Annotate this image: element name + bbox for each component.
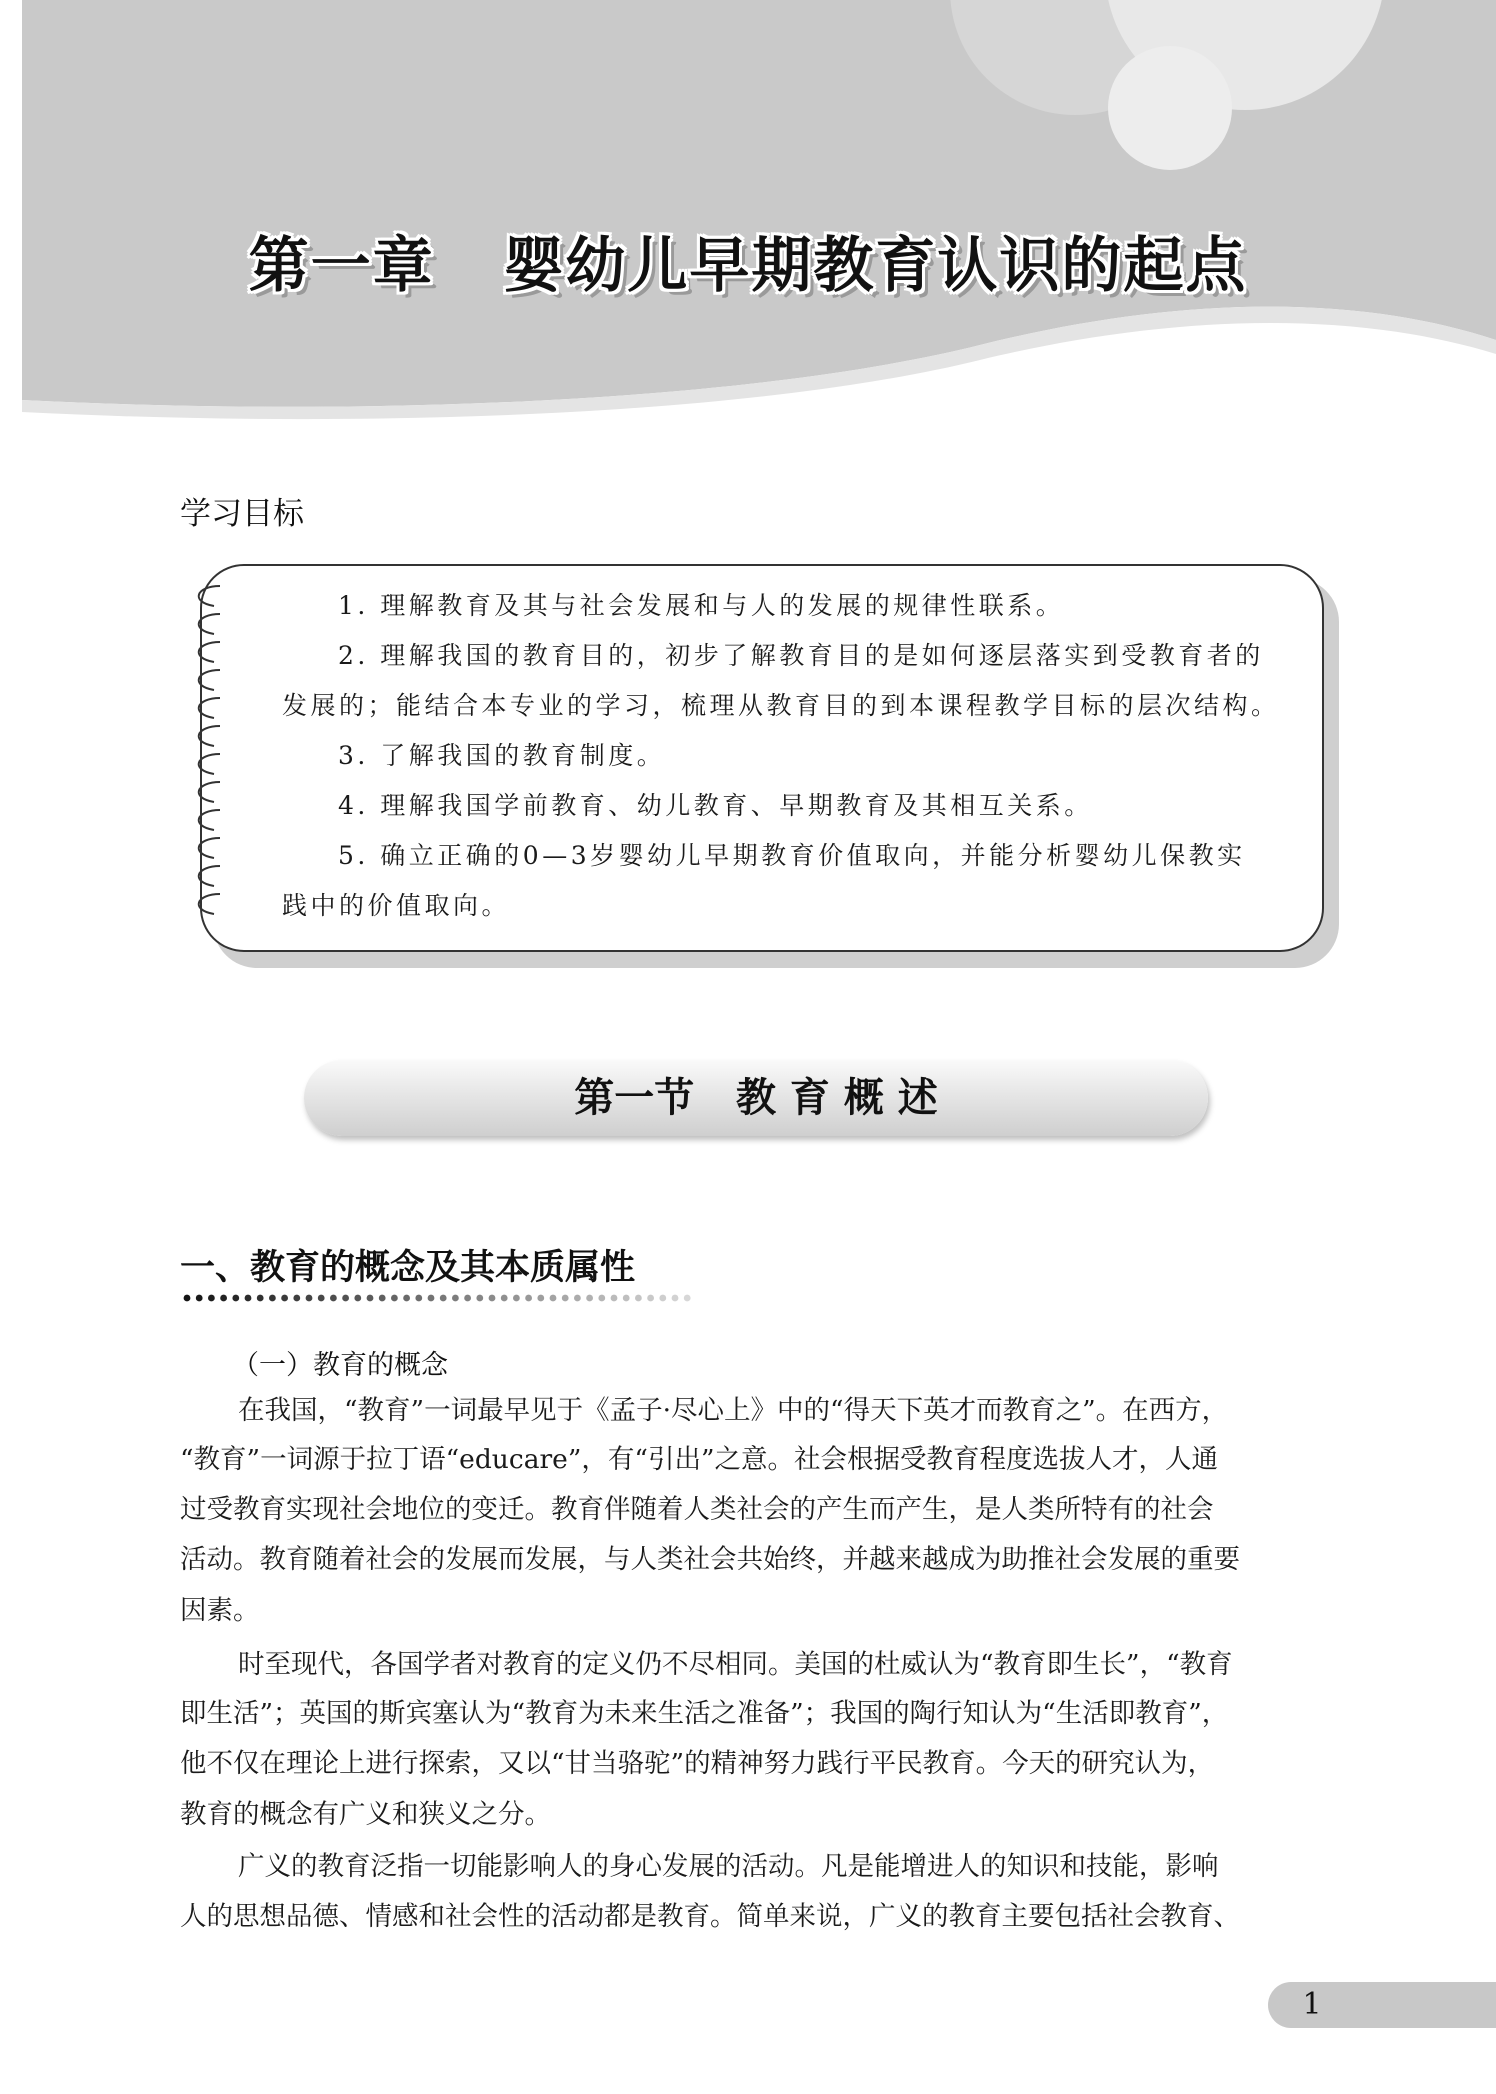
divider-dot <box>647 1295 654 1302</box>
spiral-binding-icon <box>176 580 236 930</box>
divider-dot <box>623 1295 630 1302</box>
divider-dot <box>330 1295 337 1302</box>
divider-dot <box>208 1295 215 1302</box>
divider-dot <box>379 1295 386 1302</box>
divider-dot <box>257 1295 264 1302</box>
divider-dot <box>537 1295 544 1302</box>
divider-dot <box>184 1295 191 1302</box>
objective-line: 5. 确立正确的0—3岁婴幼儿早期教育价值取向，并能分析婴幼儿保教实 <box>338 841 1246 870</box>
body-line: 因素。 <box>180 1595 260 1626</box>
divider-dot <box>220 1295 227 1302</box>
divider-dot <box>306 1295 313 1302</box>
objective-line: 1. 理解教育及其与社会发展和与人的发展的规律性联系。 <box>338 591 1065 620</box>
dotted-divider <box>182 1292 702 1304</box>
divider-dot <box>489 1295 496 1302</box>
objective-line: 发展的；能结合本专业的学习，梳理从教育目的到本课程教学目标的层次结构。 <box>282 691 1280 720</box>
divider-dot <box>428 1295 435 1302</box>
divider-dot <box>586 1295 593 1302</box>
objective-line: 4. 理解我国学前教育、幼儿教育、早期教育及其相互关系。 <box>338 791 1093 820</box>
divider-dot <box>440 1295 447 1302</box>
body-line: 过受教育实现社会地位的变迁。教育伴随着人类社会的产生而产生，是人类所特有的社会 <box>180 1494 1214 1525</box>
section-title: 第一节 教 育 概 述 <box>574 1074 938 1121</box>
divider-dot <box>501 1295 508 1302</box>
divider-dot <box>269 1295 276 1302</box>
body-line: 广义的教育泛指一切能影响人的身心发展的活动。凡是能增进人的知识和技能，影响 <box>238 1851 1219 1882</box>
subsection-heading: 一、教育的概念及其本质属性 <box>180 1248 636 1288</box>
body-line: 时至现代，各国学者对教育的定义仍不尽相同。美国的杜威认为“教育即生长”，“教育 <box>238 1649 1233 1680</box>
divider-dot <box>659 1295 666 1302</box>
body-line: 活动。教育随着社会的发展而发展，与人类社会共始终，并越来越成为助推社会发展的重要 <box>180 1544 1240 1575</box>
body-line: 人的思想品德、情感和社会性的活动都是教育。简单来说，广义的教育主要包括社会教育、 <box>180 1901 1240 1932</box>
body-line: 在我国，“教育”一词最早见于《孟子·尽心上》中的“得天下英才而教育之”。在西方， <box>238 1395 1229 1426</box>
objective-line: 3. 了解我国的教育制度。 <box>338 741 666 770</box>
page-number: 1 <box>1302 1987 1322 2022</box>
divider-dot <box>403 1295 410 1302</box>
objectives-heading: 学习目标 <box>180 496 304 532</box>
divider-dot <box>342 1295 349 1302</box>
objective-line: 践中的价值取向。 <box>282 891 511 920</box>
body-line: 他不仅在理论上进行探索，又以“甘当骆驼”的精神努力践行平民教育。今天的研究认为， <box>180 1748 1215 1779</box>
body-line: “教育”一词源于拉丁语“educare”，有“引出”之意。社会根据受教育程度选拔人才，人通 <box>180 1444 1218 1475</box>
divider-dot <box>574 1295 581 1302</box>
objective-line: 2. 理解我国的教育目的，初步了解教育目的是如何逐层落实到受教育者的 <box>338 641 1264 670</box>
divider-dot <box>452 1295 459 1302</box>
divider-dot <box>391 1295 398 1302</box>
divider-dot <box>318 1295 325 1302</box>
divider-dot <box>513 1295 520 1302</box>
divider-dot <box>232 1295 239 1302</box>
chapter-title: 第一章 婴幼儿早期教育认识的起点 <box>248 231 1248 301</box>
divider-dot <box>415 1295 422 1302</box>
divider-dot <box>367 1295 374 1302</box>
divider-dot <box>525 1295 532 1302</box>
divider-dot <box>550 1295 557 1302</box>
divider-dot <box>464 1295 471 1302</box>
divider-dot <box>562 1295 569 1302</box>
divider-dot <box>196 1295 203 1302</box>
divider-dot <box>354 1295 361 1302</box>
divider-dot <box>245 1295 252 1302</box>
subsubsection-heading: （一）教育的概念 <box>232 1350 448 1381</box>
body-line: 教育的概念有广义和狭义之分。 <box>180 1799 551 1830</box>
divider-dot <box>672 1295 679 1302</box>
divider-dot <box>281 1295 288 1302</box>
divider-dot <box>476 1295 483 1302</box>
divider-dot <box>684 1295 691 1302</box>
divider-dot <box>611 1295 618 1302</box>
body-line: 即生活”；英国的斯宾塞认为“教育为未来生活之准备”；我国的陶行知认为“生活即教育”， <box>180 1698 1229 1729</box>
divider-dot <box>635 1295 642 1302</box>
divider-dot <box>293 1295 300 1302</box>
divider-dot <box>598 1295 605 1302</box>
